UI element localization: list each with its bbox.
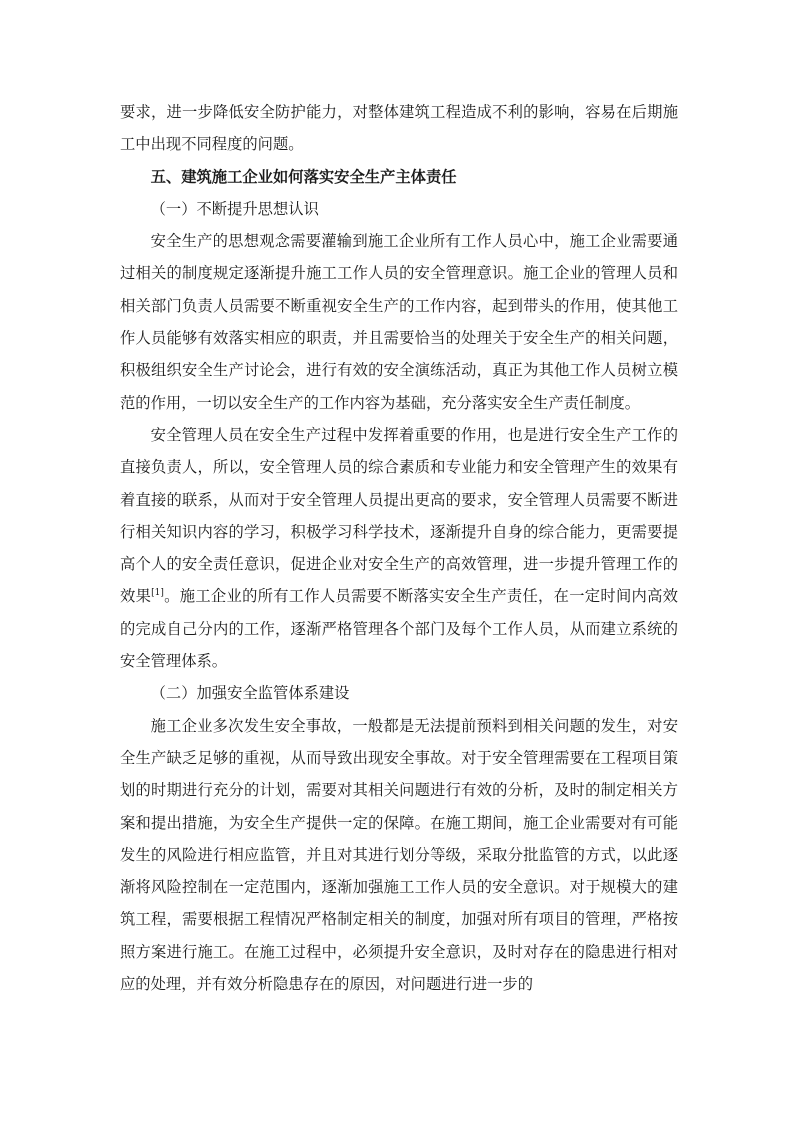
subsection-heading-2: （二）加强安全监管体系建设 <box>150 684 350 703</box>
paragraph-2-text-a: 安全管理人员在安全生产过程中发挥着重要的作用，也是进行安全生产工作的直接负责人，所以，安全管理人员的综合素质和专业能力和安全管理产生的效果有着直接的联系，从而对于安全管理人员提出更高的要求，安全管理人员需要不断进行相关知识内容的学习，积极学习科学技术，逐渐提升自身的综合能力，更需要提高个人的安全责任意识，促进企业对安全生产的高效管理，进一步提升管理工作的效果 <box>120 425 678 606</box>
section-heading: 五、建筑施工企业如何落实安全生产主体责任 <box>150 167 457 186</box>
document-body <box>120 96 678 1000</box>
paragraph-3: 施工企业多次发生安全事故，一般都是无法提前预料到相关问题的发生，对安全生产缺乏足够的重视，从而导致出现安全事故。对于安全管理需要在工程项目策划的时期进行充分的计划，需要对其相关问题进行有效的分析，及时的制定相关方案和提出措施，为安全生产提供一定的保障。在施工期间，施工企业需要对有可能发生的风险进行相应监管，并且对其进行划分等级，采取分批监管的方式，以此逐渐将风险控制在一定范围内，逐渐加强施工工作人员的安全意识。对于规模大的建筑工程，需要根据工程情况严格制定相关的制度，加强对所有项目的管理，严格按照方案进行施工。在施工过程中，必须提升安全意识，及时对存在的隐患进行相对应的处理，并有效分析隐患存在的原因，对问题进行进一步的 <box>120 716 678 994</box>
subsection-heading-1: （一）不断提升思想认识 <box>150 199 319 218</box>
paragraph-2 <box>120 419 678 677</box>
paragraph-1: 安全生产的思想观念需要灌输到施工企业所有工作人员心中，施工企业需要通过相关的制度规定逐渐提升施工工作人员的安全管理意识。施工企业的管理人员和相关部门负责人员需要不断重视安全生产的工作内容，起到带头的作用，使其他工作人员能够有效落实相应的职责，并且需要恰当的处理关于安全生产的相关问题，积极组织安全生产讨论会，进行有效的安全演练活动，真正为其他工作人员树立模范的作用，一切以安全生产的工作内容为基础，充分落实安全生产责任制度。 <box>120 232 678 412</box>
paragraph-continuation: 要求，进一步降低安全防护能力，对整体建筑工程造成不利的影响，容易在后期施工中出现不同程度的问题。 <box>120 103 678 154</box>
citation-marker: [1] <box>151 588 164 599</box>
paragraph-2-text-b: 。施工企业的所有工作人员需要不断落实安全生产责任，在一定时间内高效的完成自己分内的工作，逐渐严格管理各个部门及每个工作人员，从而建立系统的安全管理体系。 <box>120 587 678 671</box>
